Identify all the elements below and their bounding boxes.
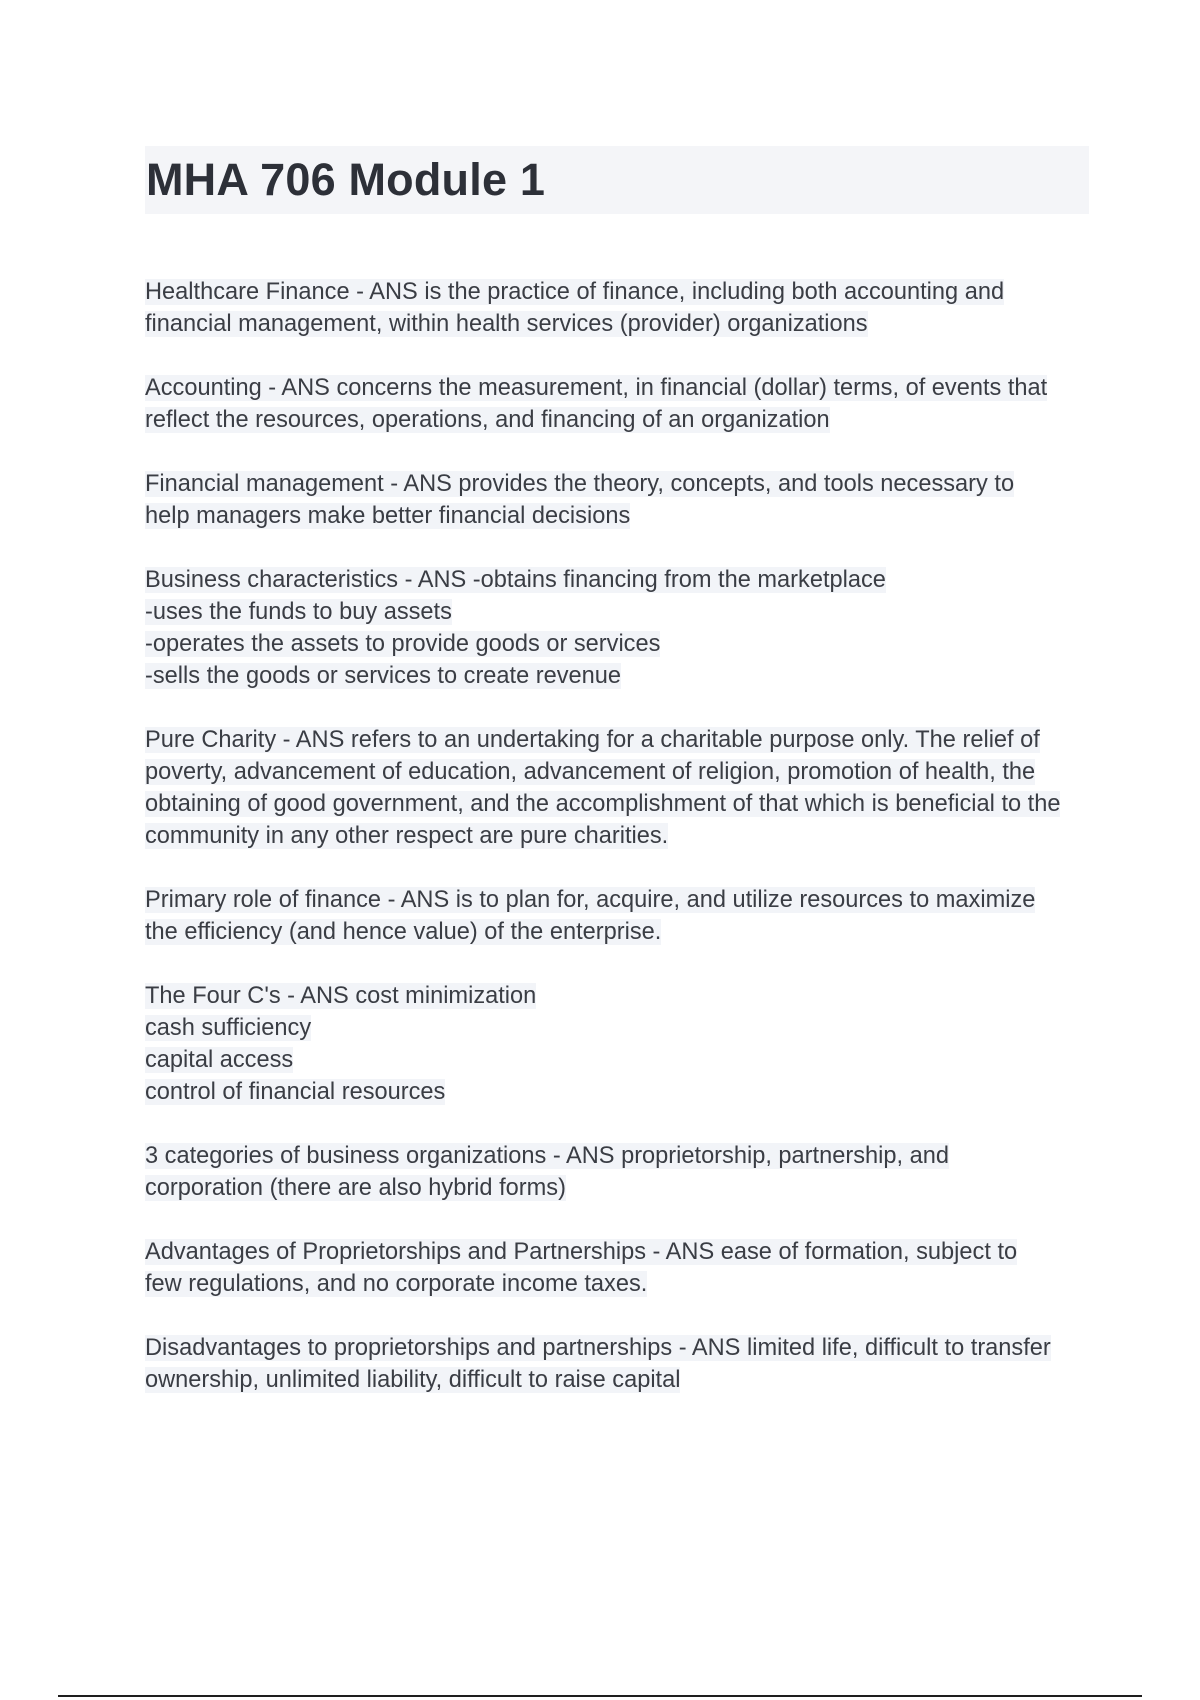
entry-line: -sells the goods or services to create revenue [145,663,622,689]
entry-line: poverty, advancement of education, advancement of religion, promotion of health, the [145,759,1036,785]
entry-line: obtaining of good government, and the accomplishment of that which is beneficial to the [145,791,1061,817]
entry-line: Accounting - ANS concerns the measurement, in financial (dollar) terms, of events that [145,375,1048,401]
flashcard-entry-advantages [145,1236,1089,1300]
entry-line: community in any other respect are pure charities. [145,823,669,849]
flashcard-entry-four-cs [145,980,1089,1108]
entry-line: Primary role of finance - ANS is to plan for, acquire, and utilize resources to maximize [145,887,1036,913]
flashcard-entry-disadvantages [145,1332,1089,1396]
entry-line: corporation (there are also hybrid forms) [145,1175,566,1201]
flashcard-entry-business-characteristics [145,564,1089,692]
page-title: MHA 706 Module 1 [145,146,1089,214]
entry-line: capital access [145,1047,294,1073]
flashcard-entry-financial-management [145,468,1089,532]
flashcard-list [145,276,1089,1428]
entry-line: Disadvantages to proprietorships and partnerships - ANS limited life, difficult to transfer [145,1335,1051,1361]
flashcard-entry-healthcare-finance [145,276,1089,340]
flashcard-entry-accounting [145,372,1089,436]
footer-divider [58,1695,1142,1697]
entry-line: Financial management - ANS provides the theory, concepts, and tools necessary to [145,471,1015,497]
entry-line: reflect the resources, operations, and financing of an organization [145,407,830,433]
entry-line: financial management, within health services (provider) organizations [145,311,868,337]
entry-line: The Four C's - ANS cost minimization [145,983,537,1009]
flashcard-entry-pure-charity [145,724,1089,852]
flashcard-entry-business-organization-categories [145,1140,1089,1204]
entry-line: -operates the assets to provide goods or services [145,631,661,657]
entry-line: the efficiency (and hence value) of the enterprise. [145,919,662,945]
entry-line: help managers make better financial decisions [145,503,631,529]
entry-line: Pure Charity - ANS refers to an undertaking for a charitable purpose only. The relief of [145,727,1040,753]
entry-line: few regulations, and no corporate income taxes. [145,1271,648,1297]
entry-line: Business characteristics - ANS -obtains financing from the marketplace [145,567,886,593]
entry-line: 3 categories of business organizations - ANS proprietorship, partnership, and [145,1143,949,1169]
entry-line: control of financial resources [145,1079,446,1105]
entry-line: -uses the funds to buy assets [145,599,452,625]
flashcard-entry-primary-role-of-finance [145,884,1089,948]
entry-line: Healthcare Finance - ANS is the practice of finance, including both accounting and [145,279,1005,305]
entry-line: Advantages of Proprietorships and Partnerships - ANS ease of formation, subject to [145,1239,1018,1265]
entry-line: cash sufficiency [145,1015,312,1041]
entry-line: ownership, unlimited liability, difficult to raise capital [145,1367,681,1393]
